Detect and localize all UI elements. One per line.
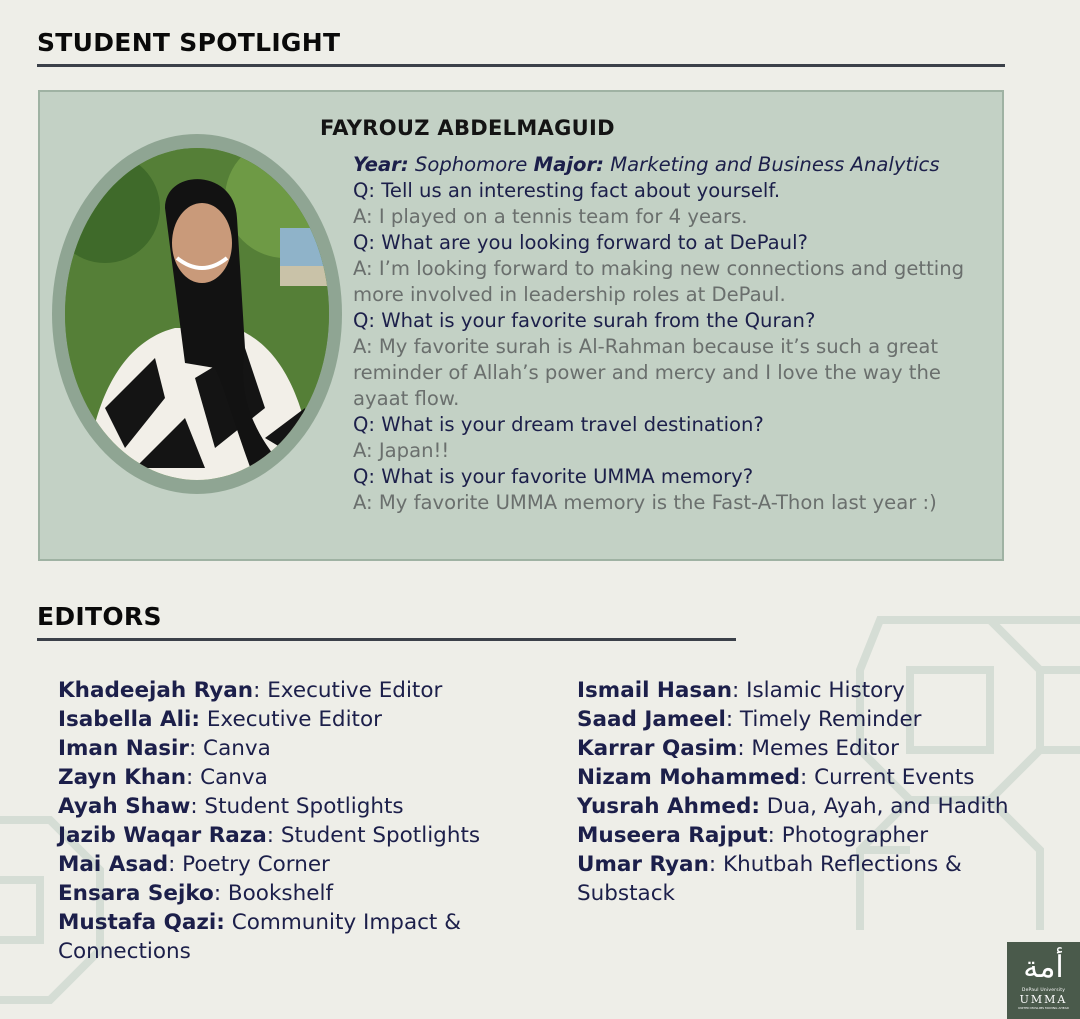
editor-role: : Timely Reminder [725, 707, 922, 732]
logo-wordmark: UMMA [1019, 993, 1068, 1006]
editor-role: : Bookshelf [213, 881, 334, 906]
editor-name: Ismail Hasan [577, 678, 733, 703]
editor-entry [577, 792, 1009, 821]
editor-name: Museera Rajput [577, 823, 768, 848]
major-value: Marketing and Business Analytics [610, 153, 940, 176]
editors-left-column [58, 676, 480, 966]
editor-role: : Canva [188, 736, 271, 761]
editor-role: Community Impact & [224, 910, 461, 935]
editors-heading: EDITORS [37, 602, 162, 631]
editor-entry [58, 850, 480, 879]
editor-name: Nizam Mohammed [577, 765, 801, 790]
editor-role: : Executive Editor [253, 678, 443, 703]
editor-entry [58, 676, 480, 705]
year-value: Sophomore [414, 153, 528, 176]
logo-tagline: UNITED MUSLIMS MOVING AHEAD [1018, 1006, 1069, 1010]
editor-role: : Photographer [767, 823, 929, 848]
editor-name: Khadeejah Ryan [58, 678, 254, 703]
editor-entry-continuation [577, 879, 1009, 908]
editor-name: Ayah Shaw [58, 794, 191, 819]
question-1: Q: Tell us an interesting fact about yourself. [353, 179, 781, 202]
answer-5: A: My favorite UMMA memory is the Fast-A-Thon last year :) [353, 491, 937, 514]
year-label: Year: [353, 153, 409, 176]
editor-role: : Student Spotlights [190, 794, 404, 819]
answer-2: A: I’m looking forward to making new connections and getting more involved in leadership roles at DePaul. [353, 257, 965, 306]
question-5: Q: What is your favorite UMMA memory? [353, 465, 754, 488]
photo-frame [52, 134, 342, 494]
editor-entry [58, 821, 480, 850]
editor-name: Zayn Khan [58, 765, 187, 790]
editor-entry [58, 908, 480, 937]
editor-role: Substack [577, 881, 675, 906]
editor-entry [58, 792, 480, 821]
editor-role: Connections [58, 939, 191, 964]
editor-name: Iman Nasir [58, 736, 189, 761]
editor-name: Isabella Ali: [58, 707, 200, 732]
editor-name: Yusrah Ahmed: [577, 794, 760, 819]
editor-role: : Canva [186, 765, 268, 790]
spotlight-heading: STUDENT SPOTLIGHT [37, 28, 341, 57]
editor-role: : Student Spotlights [266, 823, 481, 848]
editor-name: Ensara Sejko [58, 881, 214, 906]
editor-role: : Khutbah Reflections & [708, 852, 962, 877]
umma-logo [1007, 942, 1080, 1019]
editor-entry [58, 705, 480, 734]
editor-role: : Current Events [800, 765, 975, 790]
editor-entry [577, 734, 1009, 763]
editor-entry [577, 821, 1009, 850]
editor-role: : Poetry Corner [168, 852, 330, 877]
editors-right-column [577, 676, 1009, 908]
spotlight-divider [37, 64, 1005, 67]
editor-name: Umar Ryan [577, 852, 709, 877]
answer-1: A: I played on a tennis team for 4 years. [353, 205, 748, 228]
editor-entry-continuation [58, 937, 480, 966]
spotlight-panel [38, 90, 1004, 561]
student-name: FAYROUZ ABDELMAGUID [320, 116, 615, 140]
editor-entry [58, 734, 480, 763]
editor-entry [577, 763, 1009, 792]
major-label: Major: [533, 153, 605, 176]
editor-name: Mai Asad [58, 852, 169, 877]
editor-name: Karrar Qasim [577, 736, 738, 761]
editors-divider [37, 638, 736, 641]
editor-entry [577, 705, 1009, 734]
editor-entry [58, 879, 480, 908]
year-major-line [353, 152, 998, 178]
editor-entry [577, 850, 1009, 879]
editor-name: Jazib Waqar Raza [58, 823, 267, 848]
editor-role: : Memes Editor [737, 736, 900, 761]
editor-entry [58, 763, 480, 792]
editor-role: : Islamic History [732, 678, 905, 703]
answer-4: A: Japan!! [353, 439, 450, 462]
editor-entry [577, 676, 1009, 705]
question-4: Q: What is your dream travel destination? [353, 413, 764, 436]
answer-3: A: My favorite surah is Al-Rahman because it’s such a great reminder of Allah’s power and mercy and I love the way the ayaat flow. [353, 335, 941, 410]
editor-name: Saad Jameel [577, 707, 726, 732]
editor-role: Dua, Ayah, and Hadith [759, 794, 1009, 819]
editor-name: Mustafa Qazi: [58, 910, 225, 935]
qa-block [353, 152, 998, 516]
editor-role: Executive Editor [200, 707, 382, 732]
question-3: Q: What is your favorite surah from the Quran? [353, 309, 816, 332]
question-2: Q: What are you looking forward to at DePaul? [353, 231, 808, 254]
logo-university-text: DePaul University [1021, 988, 1066, 993]
logo-arabic-mark: أمة [1023, 950, 1064, 985]
student-photo [65, 148, 329, 480]
